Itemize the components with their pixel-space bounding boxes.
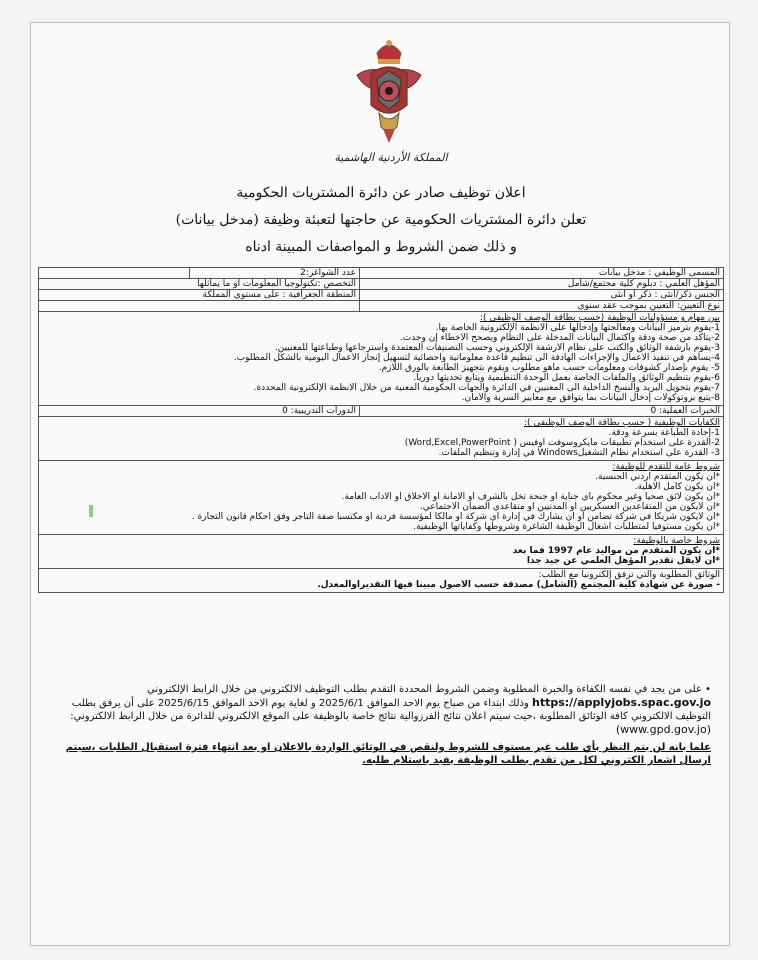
- practical-experience: الخبرات العملية: 0: [359, 406, 723, 416]
- duty-item: 3-يقوم بأرشفة الوثائق والكتب على نظام الأرشفة الإلكتروني وحسب التصنيفات المعتمدة واسترجاعها وطباعتها للمعنيين.: [274, 343, 720, 353]
- qualification-cell: المؤهل العلمي : دبلوم كلية مجتمع/شامل: [359, 279, 723, 289]
- duty-item: 4-يساهم في تنفيذ الأعمال والإجراءات الهادفة الى تنظيم قاعدة معلوماتية واحصائية لتسهيل إنجاز الأعمال اليومية بالشكل المطلوب.: [233, 353, 720, 363]
- duties-title: بين مهام و مسؤوليات الوظيفة (حسب بطاقة الوصف الوظيفي ):: [479, 313, 720, 323]
- competency-item: 1-إجادة الطباعة بسرعة ودقة.: [608, 428, 720, 438]
- documents-section: [38, 569, 724, 593]
- condition-item: *أن يكون كامل الأهلية.: [634, 482, 720, 492]
- condition-item: *أن لايكون من المتقاعدين العسكريين او المدنيين او متقاعدي الضمان الاجتماعي.: [419, 502, 720, 512]
- info-table: [38, 267, 724, 312]
- competency-item: 3- القدرة على استخدام نظام التشغيلWindows في إدارة وتنظيم الملفات.: [438, 448, 720, 458]
- condition-item: *أن يكون لائق صحياً وغير محكوم بأي جناية أو جنحة تخل بالشرف أو الامانة او الاخلاق او الاداب العامة.: [341, 492, 720, 502]
- duty-item: 6-يقوم بتنظيم الوثائق والملفات الخاصة بعمل الوحدة التنظيمية ويتابع تحديثها دوريا.: [413, 373, 720, 383]
- empty-cell: [39, 301, 359, 311]
- general-conditions-title: شروط عامة للتقدم للوظيفة:: [612, 462, 720, 472]
- vacancies-cell: عدد الشواغر:2: [189, 268, 359, 278]
- condition-item: *أن يكون المتقدم أردني الجنسية.: [595, 472, 720, 482]
- announcement-title: اعلان توظيف صادر عن دائرة المشتريات الحكومية: [236, 185, 526, 201]
- apply-link[interactable]: https://applyjobs.spac.gov.jo: [532, 696, 711, 709]
- general-conditions-section: [38, 461, 724, 535]
- announcement-subtitle: تعلن دائرة المشتريات الحكومية عن حاجتها لتعبئة وظيفة (مدخل بيانات): [175, 212, 587, 228]
- gpd-link[interactable]: (www.gpd.gov.jo): [615, 723, 711, 736]
- special-condition-item: *أن لايقل تقدير المؤهل العلمي عن جيد جدا: [526, 556, 720, 566]
- duty-item: 5- يقوم بإصدار كشوفات ومعلومات حسب ماهو مطلوب ويقوم بتجهيز الطابعة بالورق اللازم.: [378, 363, 720, 373]
- apply-dates-text: وذلك ابتداء من صباح يوم الاحد الموافق 2025/6/1 و لغاية يوم الاحد الموافق 2025/6/15 على أن يرفق بطلب التوظيف الالكتروني كافة الوثائق المطلوبة ،حيث سيتم اعلان نتائج الفرزوالية نتائج خاصة بالوظيفة على الموقع الالكتروني للدائرة من خلال الرابط الالكتروني:: [70, 698, 711, 722]
- empty-cell: [39, 268, 189, 278]
- announcement-page: [30, 22, 730, 946]
- apply-text: على من يجد في نفسه الكفاءة والخبرة المطلوبة وضمن الشروط المحددة التقدم بطلب التوظيف الالكتروني من خلال الرابط الإلكتروني: [146, 684, 702, 695]
- duty-item: 8-يتبع بروتوكولات إدخال البيانات بما يتوافق مع معايير السرية والأمان.: [461, 393, 720, 403]
- kingdom-name: المملكة الأردنية الهاشمية: [334, 151, 448, 164]
- region-cell: المنطقة الجغرافية : على مستوى المملكة: [202, 290, 356, 300]
- special-conditions-title: شروط خاصة بالوظيفة:: [633, 536, 720, 546]
- appointment-type-cell: نوع التعيين: التعيين بموجب عقد سنوي: [359, 301, 723, 311]
- job-details: [38, 267, 724, 593]
- specialization-cell: التخصص :تكنولوجيا المعلومات أو ما يماثلها: [197, 279, 356, 289]
- jordan-coat-of-arms-icon: [349, 35, 429, 147]
- duties-section: [38, 312, 724, 406]
- duty-item: 1-يقوم بترميز البيانات ومعالجتها وإدخالها على الأنظمة الإلكترونية الخاصة بها.: [435, 323, 720, 333]
- application-notes: [51, 683, 711, 771]
- announcement-subtitle-2: و ذلك ضمن الشروط و المواصفات المبينة ادناه: [245, 239, 517, 255]
- info-row: [39, 290, 723, 301]
- rejection-note: علما بانه لن يتم النظر بأي طلب غير مستوف للشروط ولنقص في الوثائق الواردة بالاعلان او بعد انتهاء فترة استقبال الطلبات ،سيتم ارسال اشعار الكتروني لكل من تقدم بطلب الوظيفة يفيد باستلام طلبه.: [65, 742, 711, 766]
- job-title-cell: المسمى الوظيفي : مدخل بيانات: [359, 268, 723, 278]
- documents-title: الوثائق المطلوبة والتي ترفق إلكترونيا مع الطلب:: [538, 570, 720, 580]
- green-marker: [89, 505, 93, 517]
- condition-item: *أن يكون مستوفياً لمتطلبات اشغال الوظيفة الشاغرة وشروطها وكفاياتها الوظيفية.: [413, 522, 720, 532]
- duty-item: 7-يقوم بتحويل البريد والنسخ الداخلية الى المعنيين في الدائرة والجهات الحكومية المعنية من خلال الأنظمة الإلكترونية المحددة.: [253, 383, 720, 393]
- info-row: [39, 301, 723, 311]
- duty-item: 2-يتأكد من صحة ودقة واكتمال البيانات المدخلة على النظام ويصحح الأخطاء إن وجدت.: [399, 333, 720, 343]
- experience-row: [38, 406, 724, 417]
- competency-item: 2-القدرة على استخدام تطبيقات مايكروسوفت أوفيس ( Word,Excel,PowerPoint): [404, 438, 720, 448]
- special-conditions-section: [38, 535, 724, 569]
- condition-item: *أن لايكون شريكاً في شركة تضامن أو أن يشارك في إدارة أي شركة أو مالكاً لمؤسسة فردية أو مكتسباً صفة التاجر وفق أحكام قانون التجارة .: [191, 512, 720, 522]
- competencies-title: الكفايات الوظيفية ( حسب بطاقة الوصف الوظيفي ):: [523, 418, 720, 428]
- gender-cell: الجنس ذكر/أنثى : ذكر أو أنثى: [359, 290, 723, 300]
- info-row: [39, 279, 723, 290]
- apply-instructions: • على من يجد في نفسه الكفاءة والخبرة المطلوبة وضمن الشروط المحددة التقدم بطلب التوظيف الالكتروني من خلال الرابط الإلكتروني https://applyjobs.spac.gov.jo وذلك ابتداء من صباح يوم الاحد الموافق 2025/6/1 و لغاية يوم الاحد الموافق 2025/6/15 على أن يرفق بطلب التوظيف الالكتروني كافة الوثائق المطلوبة ،حيث سيتم اعلان نتائج الفرزوالية نتائج خاصة بالوظيفة على الموقع الالكتروني للدائرة من خلال الرابط الالكتروني: (www.gpd.gov.jo): [70, 684, 711, 736]
- training-courses: الدورات التدريبية: 0: [282, 406, 356, 416]
- documents-item: - صورة عن شهادة كلية المجتمع (الشامل) مصدقة حسب الأصول مبيناً فيها التقديرأوالمعدل.: [317, 580, 720, 590]
- info-row: [39, 268, 723, 279]
- competencies-section: [38, 417, 724, 461]
- special-condition-item: *أن يكون المتقدم من مواليد عام 1997 فما بعد: [512, 546, 720, 556]
